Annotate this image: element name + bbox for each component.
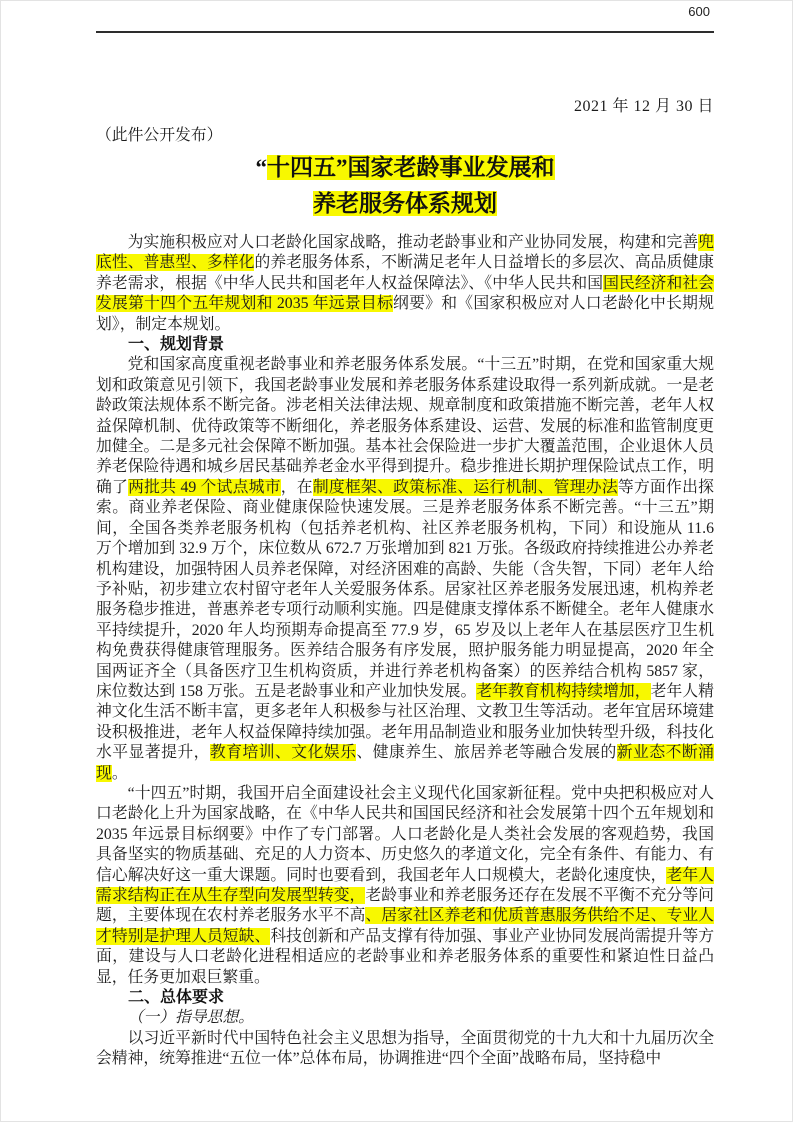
highlighted-text: 老年人需求结构正在从生存型向发展型转变， [96,866,714,904]
highlighted-text: 兜底性、普惠型、多样化 [96,234,714,272]
subsection-heading: （一）指导思想。 [127,1009,254,1027]
text-run: 老年人精神文化生活不断丰富，更多老年人积极参与社区治理、文教卫生等活动。老年宜居环境建设积极推进，老年人权益保障持续加强。老年用品制造业和服务业加快转型升级，科技化水平显著提升， [96,682,714,762]
text-run: 党和国家高度重视老龄事业和养老服务体系发展。“十三五”时期，在党和国家重大规划和政策意见引领下，我国老龄事业发展和养老服务体系建设取得一系列新成就。一是老龄政策法规体系不断完备。涉老相关法律法规、规章制度和政策措施不断完善，老年人权益保障机制、优待政策等不断细化，养老服务体系建设、运营、发展的标准和监管制度更加健全。二是多元社会保障不断加强。基本社会保险进一步扩大覆盖范围，企业退休人员养老保险待遇和城乡居民基础养老金水平得到提升。稳步推进长期护理保险试点工作，明确了 [96,356,714,496]
section-heading: 二、总体要求 [128,989,225,1007]
paragraph [96,233,714,335]
highlighted-text: 制度框架、政策标准、运行机制、管理办法 [312,478,618,496]
text-run: “十四五”时期，我国开启全面建设社会主义现代化国家新征程。党中央把积极应对人口老龄化上升为国家战略，在《中华人民共和国国民经济和社会发展第十四个五年规划和 2035 年远景目标纲要》中作了专门部署。人口老龄化是人类社会发展的客观趋势，我国具备坚实的物质基础、充足的人力资本、历史悠久的孝道文化，完全有条件、有能力、有信心解决好这一重大课题。同时也要看到，我国老年人口规模大，老龄化速度快， [96,784,714,884]
paragraph [96,1029,714,1070]
paragraph [96,355,714,784]
text-run: 等方面作出探索。商业养老保险、商业健康保险快速发展。三是养老服务体系不断完善。“十三五”期间，全国各类养老服务机构（包括养老机构、社区养老服务机构，下同）和设施从 11.6 万个增加到 32.9 万个，床位数从 672.7 万张增加到 821 万张。各级政府持续推进公办养老机构建设，加强特困人员养老保障，对经济困难的高龄、失能（含失智，下同）老年人给予补贴，初步建立农村留守老年人关爱服务体系。居家社区养老服务发展迅速，机构养老服务稳步推进，普惠养老专项行动顺利实施。四是健康支撑体系不断健全。老年人健康水平持续提升，2020 年人均预期寿命提高至 77.9 岁，65 岁及以上老年人在基层医疗卫生机构免费获得健康管理服务。医养结合服务有序发展，照护服务能力明显提高，2020 年全国两证齐全（具备医疗卫生机构资质，并进行养老机构备案）的医养结合机构 5857 家，床位数达到 158 万张。五是老龄事业和产业加快发展。 [96,478,714,700]
highlighted-text: 新业态不断涌现 [96,744,714,782]
text-run: 、健康养生、旅居养老等融合发展的 [356,744,617,762]
highlighted-text: 教育培训、文化娱乐 [209,744,357,762]
text-run: 为实施积极应对人口老龄化国家战略，推动老龄事业和产业协同发展，构建和完善 [127,234,699,251]
highlighted-text: 国民经济和社会发展第十四个五年规划和 2035 年远景目标 [96,274,714,313]
text-run: 的养老服务体系，不断满足老年人日益增长的多层次、高品质健康养老需求，根据《中华人民共和国老年人权益保障法》、《中华人民共和国 [96,254,714,292]
highlighted-text: 老年教育机构持续增加， [476,682,651,700]
document-title-line-2 [96,186,714,222]
document-body [96,233,714,1070]
document-date: 2021 年 12 月 30 日 [573,98,714,115]
release-note: （此件公开发布） [96,127,223,144]
page-number: 600 [688,4,710,19]
section-heading: 一、规划背景 [128,336,225,354]
highlighted-text: 两批共 49 个试点城市 [128,478,281,496]
document-title [96,150,714,222]
highlighted-text: 养老服务体系规划 [313,191,497,216]
text-run: 。 [111,764,128,782]
paragraph [96,784,714,988]
text-run: 科技创新和产品支撑有待加强、事业产业协同发展尚需提升等方面，建设与人口老龄化进程相适应的老龄事业和养老服务体系的重要性和紧迫性日益凸显，任务更加艰巨繁重。 [96,927,714,986]
text-run: 以习近平新时代中国特色社会主义思想为指导，全面贯彻党的十九大和十九届历次全会精神，统筹推进“五位一体”总体布局，协调推进“四个全面”战略布局，坚持稳中 [96,1029,714,1068]
document-content [96,1,714,1070]
text-run: ，在 [280,478,313,496]
highlighted-text: 十四五”国家老龄事业发展和 [267,155,555,180]
text-run: 纲要》和《国家积极应对人口老龄化中长期规划》，制定本规划。 [96,295,714,333]
document-title-line-1 [96,150,714,186]
text-run: 老龄事业和养老服务还存在发展不平衡不充分等问题，主要体现在农村养老服务水平不高 [96,887,714,925]
title-quote-prefix: “ [255,155,267,180]
highlighted-text: 、居家社区养老和优质普惠服务供给不足、专业人才特别是护理人员短缺、 [96,907,714,945]
